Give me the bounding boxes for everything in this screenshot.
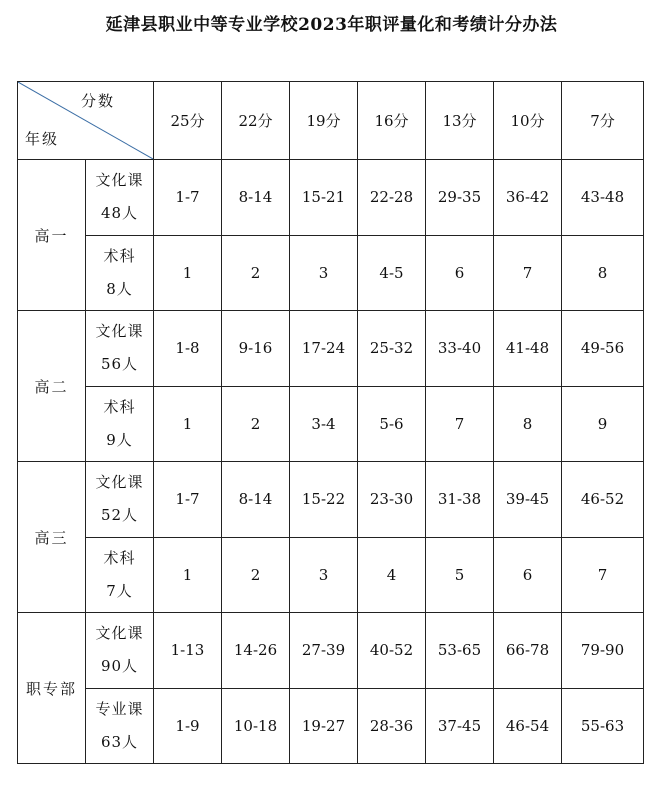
rank-range-cell: 43-48 — [562, 160, 644, 236]
category-cell — [86, 688, 154, 764]
table-row — [18, 613, 644, 689]
rank-range-cell: 8-14 — [222, 160, 290, 236]
table-row — [18, 160, 644, 236]
rank-range-cell: 3 — [290, 537, 358, 613]
rank-range-cell: 2 — [222, 235, 290, 311]
rank-range-cell: 2 — [222, 537, 290, 613]
rank-range-cell: 14-26 — [222, 613, 290, 689]
category-count: 63人 — [100, 732, 139, 751]
category-count: 52人 — [100, 506, 139, 525]
category-count: 8人 — [106, 279, 133, 298]
rank-range-cell: 6 — [426, 235, 494, 311]
rank-range-cell: 4-5 — [358, 235, 426, 311]
category-name: 术科 — [103, 397, 136, 416]
score-header-cell: 10分 — [494, 82, 562, 160]
rank-range-cell: 7 — [426, 386, 494, 462]
rank-range-cell: 33-40 — [426, 311, 494, 387]
category-count: 48人 — [100, 204, 139, 223]
rank-range-cell: 36-42 — [494, 160, 562, 236]
rank-range-cell: 1-9 — [154, 688, 222, 764]
category-name: 文化课 — [95, 473, 144, 492]
table-row — [18, 386, 644, 462]
rank-range-cell: 46-52 — [562, 462, 644, 538]
table-row — [18, 688, 644, 764]
rank-range-cell: 1 — [154, 386, 222, 462]
category-name: 文化课 — [95, 624, 144, 643]
category-cell — [86, 235, 154, 311]
score-table — [17, 81, 644, 764]
rank-range-cell: 28-36 — [358, 688, 426, 764]
document-title: 延津县职业中等专业学校2023年职评量化和考绩计分办法 — [105, 15, 558, 35]
rank-range-cell: 29-35 — [426, 160, 494, 236]
rank-range-cell: 15-21 — [290, 160, 358, 236]
rank-range-cell: 3-4 — [290, 386, 358, 462]
category-count: 7人 — [106, 581, 133, 600]
category-name: 专业课 — [95, 699, 144, 718]
category-name: 文化课 — [95, 322, 144, 341]
rank-range-cell: 15-22 — [290, 462, 358, 538]
corner-score-label: 分数 — [80, 92, 115, 110]
rank-range-cell: 1-8 — [154, 311, 222, 387]
rank-range-cell: 17-24 — [290, 311, 358, 387]
rank-range-cell: 1 — [154, 235, 222, 311]
rank-range-cell: 4 — [358, 537, 426, 613]
rank-range-cell: 37-45 — [426, 688, 494, 764]
score-header-cell: 13分 — [426, 82, 494, 160]
category-cell — [86, 160, 154, 236]
rank-range-cell: 1-13 — [154, 613, 222, 689]
rank-range-cell: 1 — [154, 537, 222, 613]
rank-range-cell: 25-32 — [358, 311, 426, 387]
rank-range-cell: 10-18 — [222, 688, 290, 764]
category-cell — [86, 311, 154, 387]
rank-range-cell: 3 — [290, 235, 358, 311]
rank-range-cell: 41-48 — [494, 311, 562, 387]
rank-range-cell: 31-38 — [426, 462, 494, 538]
rank-range-cell: 7 — [562, 537, 644, 613]
rank-range-cell: 8 — [494, 386, 562, 462]
rank-range-cell: 39-45 — [494, 462, 562, 538]
grade-cell: 职专部 — [18, 613, 86, 764]
corner-grade-label: 年级 — [25, 130, 60, 148]
grade-cell: 高三 — [18, 462, 86, 613]
grade-cell: 高二 — [18, 311, 86, 462]
category-cell — [86, 386, 154, 462]
category-count: 9人 — [106, 430, 133, 449]
score-header-cell: 22分 — [222, 82, 290, 160]
table-row — [18, 537, 644, 613]
rank-range-cell: 9-16 — [222, 311, 290, 387]
rank-range-cell: 22-28 — [358, 160, 426, 236]
category-cell — [86, 462, 154, 538]
header-row — [18, 82, 644, 160]
grade-cell: 高一 — [18, 160, 86, 311]
corner-header-cell — [18, 82, 154, 160]
category-name: 文化课 — [95, 171, 144, 190]
category-count: 90人 — [100, 657, 139, 676]
rank-range-cell: 9 — [562, 386, 644, 462]
rank-range-cell: 1-7 — [154, 160, 222, 236]
rank-range-cell: 6 — [494, 537, 562, 613]
table-row — [18, 311, 644, 387]
rank-range-cell: 1-7 — [154, 462, 222, 538]
rank-range-cell: 49-56 — [562, 311, 644, 387]
rank-range-cell: 8 — [562, 235, 644, 311]
category-cell — [86, 613, 154, 689]
rank-range-cell: 7 — [494, 235, 562, 311]
category-name: 术科 — [103, 548, 136, 567]
score-header-cell: 7分 — [562, 82, 644, 160]
rank-range-cell: 8-14 — [222, 462, 290, 538]
rank-range-cell: 5 — [426, 537, 494, 613]
table-row — [18, 235, 644, 311]
rank-range-cell: 46-54 — [494, 688, 562, 764]
rank-range-cell: 2 — [222, 386, 290, 462]
score-header-cell: 16分 — [358, 82, 426, 160]
rank-range-cell: 27-39 — [290, 613, 358, 689]
table-row — [18, 462, 644, 538]
score-header-cell: 25分 — [154, 82, 222, 160]
rank-range-cell: 23-30 — [358, 462, 426, 538]
category-name: 术科 — [103, 246, 136, 265]
category-cell — [86, 537, 154, 613]
rank-range-cell: 66-78 — [494, 613, 562, 689]
rank-range-cell: 53-65 — [426, 613, 494, 689]
rank-range-cell: 40-52 — [358, 613, 426, 689]
category-count: 56人 — [100, 355, 139, 374]
score-header-cell: 19分 — [290, 82, 358, 160]
rank-range-cell: 55-63 — [562, 688, 644, 764]
rank-range-cell: 19-27 — [290, 688, 358, 764]
rank-range-cell: 5-6 — [358, 386, 426, 462]
rank-range-cell: 79-90 — [562, 613, 644, 689]
